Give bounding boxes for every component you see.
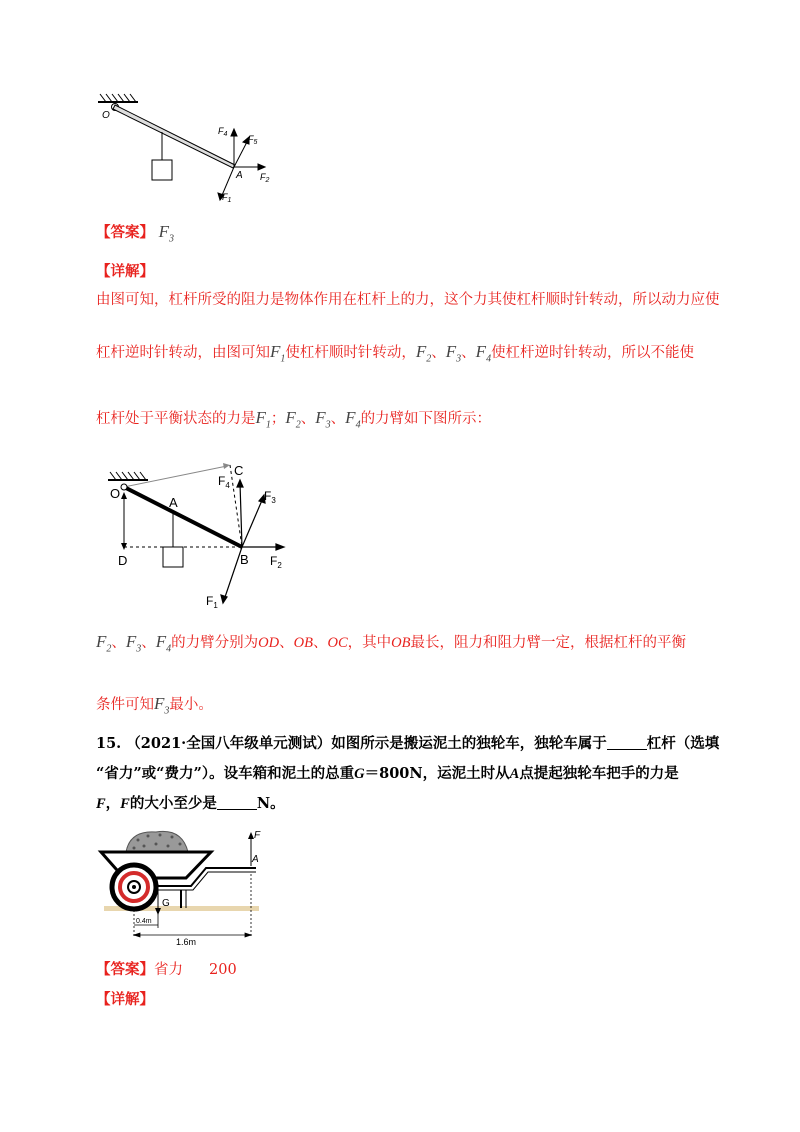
- answer-1: [96, 222, 174, 249]
- label-g: G: [162, 898, 170, 909]
- question-number: 15.: [96, 735, 122, 752]
- question-15-line-1: 15. （2021·全国八年级单元测试）如图所示是搬运泥土的独轮车，独轮车属于 杠杆（选填: [96, 735, 720, 752]
- question-15-line-2: “省力”或“费力”）。设车箱和泥土的总重G＝800N，运泥土时从A点提起独轮车把手的力是: [96, 765, 679, 782]
- answer-value: $F_3$: [158, 222, 174, 245]
- label-d: D: [118, 553, 128, 568]
- detail-line-2: 杠杆逆时针转动，由图可知$F_1$使杠杆顺时针转动，$F_2$、$F_3$、$F_4$使杠杆逆时针转动，所以不能使: [96, 342, 695, 365]
- wheelbarrow-figure: [96, 826, 266, 946]
- label-f5: $F_5$: [248, 134, 258, 146]
- label-f2: $F_2$: [270, 554, 282, 570]
- question-15-line-3: F，F的大小至少是 N。: [96, 795, 285, 812]
- answer-value-1: 省力: [154, 962, 183, 978]
- label-a: A: [169, 495, 178, 510]
- label-f: F: [254, 830, 261, 841]
- answer-blank-1[interactable]: [607, 735, 647, 750]
- label-c: C: [234, 463, 244, 478]
- detail-tag: 【详解】: [96, 263, 154, 280]
- label-a: A: [236, 170, 243, 181]
- label-f1: $F_1$: [206, 594, 218, 610]
- label-b: B: [240, 552, 249, 567]
- label-a: A: [252, 854, 259, 865]
- answer-blank-2[interactable]: [217, 795, 257, 810]
- answer-15: [96, 960, 237, 980]
- lever-figure-1: [90, 90, 290, 215]
- label-f1: $F_1$: [222, 192, 232, 204]
- label-f2: $F_2$: [260, 172, 270, 184]
- detail-line-3: 杠杆处于平衡状态的力是$F_1$；$F_2$、$F_3$、$F_4$的力臂如下图所示：: [96, 408, 492, 431]
- label-o: O: [110, 486, 121, 501]
- label-o: O: [102, 110, 110, 121]
- label-f3: $F_3$: [264, 489, 276, 505]
- detail-15-tag: 【详解】: [96, 991, 154, 1008]
- label-distance-1: 0.4m: [136, 918, 152, 925]
- label-f4: $F_4$: [218, 126, 228, 138]
- answer-value-2: 200: [209, 962, 237, 978]
- detail-line-5: 条件可知$F_3$最小。: [96, 694, 213, 717]
- detail-line-4: $F_2$、$F_3$、$F_4$的力臂分别为OD、OB、OC，其中OB最长，阻力和阻力臂一定，根据杠杆的平衡: [96, 632, 686, 655]
- label-f4: $F_4$: [218, 474, 230, 490]
- detail-line-1: 由图可知，杠杆所受的阻力是物体作用在杠杆上的力，这个力其使杠杆顺时针转动，所以动力应使: [96, 292, 720, 308]
- answer-tag: 【答案】: [96, 961, 154, 978]
- lever-arm-figure: [100, 455, 300, 610]
- label-distance-2: 1.6m: [176, 937, 197, 946]
- answer-tag: 【答案】: [96, 224, 154, 241]
